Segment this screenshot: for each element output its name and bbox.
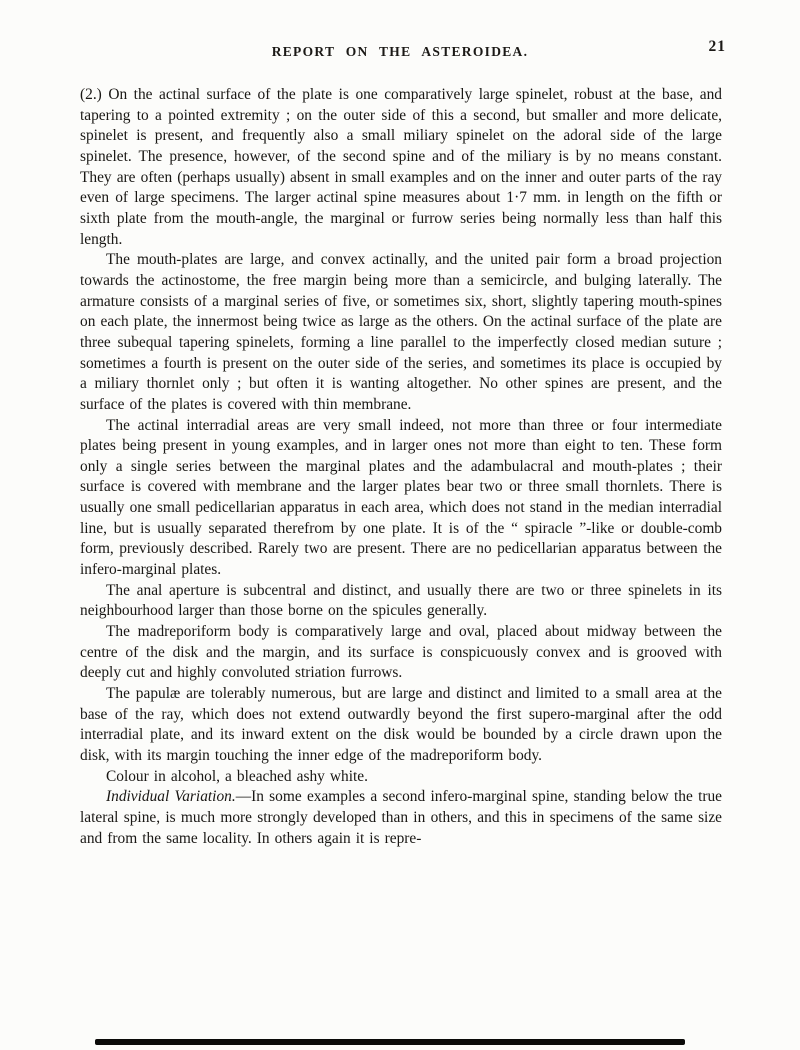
page-bottom-scan-artifact: [95, 1039, 685, 1045]
paragraph: The actinal interradial areas are very small indeed, not more than three or four intermediate plates being present in young examples, and in larger ones not more than eight to ten. These form only a single series between the marginal plates and the adambulacral and mouth-plates ; their surface is covered with membrane and the larger plates bear two or three small thornlets. There is usually one small pedicellarian apparatus in each area, which does not stand in the median interradial line, but is usually separated therefrom by one plate. It is of the “ spiracle ”-like or double-comb form, previously described. Rarely two are present. There are no pedicellarian apparatus between the infero-marginal plates.: [80, 416, 722, 579]
page-body-text: [80, 85, 722, 849]
paragraph: [80, 787, 722, 849]
paragraph-text: —In some examples a second infero-marginal spine, standing below the true lateral spine, is much more strongly developed than in others, and this in specimens of the same size and from the same locality. In others again it is repre-: [80, 788, 722, 847]
paragraph: The papulæ are tolerably numerous, but are large and distinct and limited to a small area at the base of the ray, which does not extend outwardly beyond the first supero-marginal after the odd interradial plate, and its inward extent on the disk would be bounded by a circle drawn upon the disk, with its margin touching the inner edge of the madreporiform body.: [80, 685, 722, 764]
paragraph: The madreporiform body is comparatively large and oval, placed about midway between the centre of the disk and the margin, and its surface is conspicuously convex and is grooved with deeply cut and highly convoluted striation furrows.: [80, 623, 722, 682]
paragraph: Colour in alcohol, a bleached ashy white.: [106, 767, 368, 785]
paragraph: The anal aperture is subcentral and distinct, and usually there are two or three spinelets in its neighbourhood larger than those borne on the spicules generally.: [80, 581, 722, 620]
paragraph: The mouth-plates are large, and convex actinally, and the united pair form a broad projection towards the actinostome, the free margin being more than a semicircle, and bulging laterally. The armature consists of a marginal series of five, or sometimes six, short, slightly tapering mouth-spines on each plate, the innermost being twice as large as the others. On the actinal surface of the plate are three subequal tapering spinelets, forming a line parallel to the imperfectly closed median suture ; sometimes a fourth is present on the outer side of the series, and sometimes its place is occupied by a miliary thornlet only ; but often it is wanting altogether. No other spines are present, and the surface of the plates is covered with thin membrane.: [80, 251, 722, 413]
paragraph: (2.) On the actinal surface of the plate is one comparatively large spinelet, robust at the base, and tapering to a pointed extremity ; on the outer side of this a second, but smaller and more delicate, spinelet is present, and frequently also a small miliary spinelet on the adoral side of the large spinelet. The presence, however, of the second spine and of the miliary is by no means constant. They are often (perhaps usually) absent in small examples and on the inner and outer parts of the ray even of large specimens. The larger actinal spine measures about 1·7 mm. in length on the fifth or sixth plate from the mouth-angle, the marginal or furrow series being normally less than half this length.: [80, 86, 722, 248]
running-head-title: REPORT ON THE ASTEROIDEA.: [271, 44, 529, 59]
paragraph-italic-lead: Individual Variation.: [106, 788, 236, 806]
page-number: 21: [708, 38, 726, 55]
